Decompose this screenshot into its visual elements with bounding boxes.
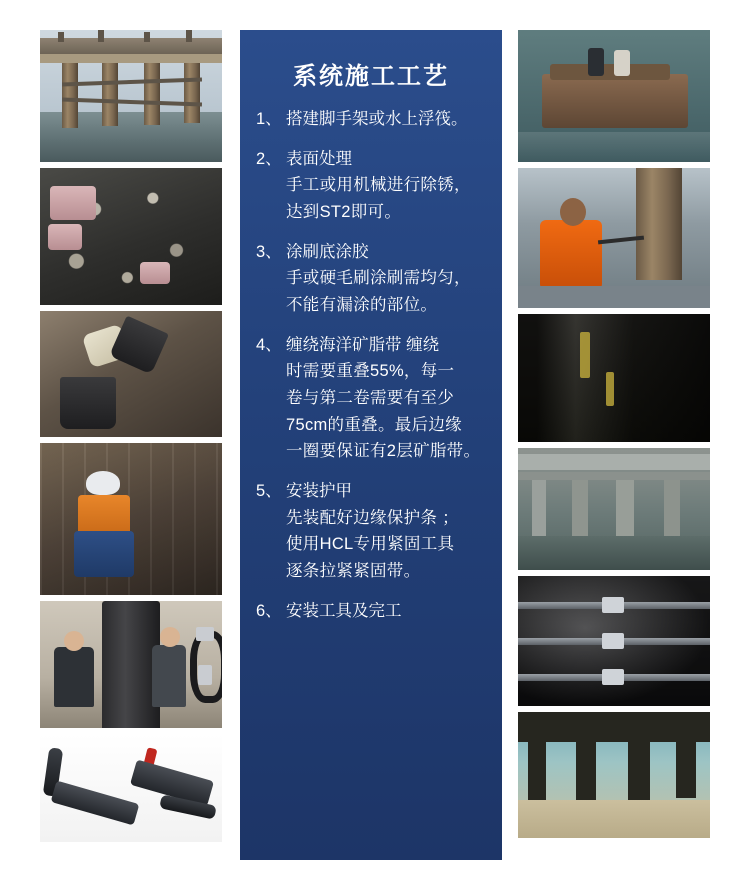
step-item-3 xyxy=(256,240,486,319)
step-detail-line: 不能有漏涂的部位。 xyxy=(286,295,438,314)
band-clip xyxy=(602,633,624,649)
step-detail-line: 手或硬毛刷涂刷需均匀， xyxy=(286,269,471,288)
step-item-6 xyxy=(256,599,486,625)
step-title: 搭建脚手架或水上浮筏。 xyxy=(286,110,468,128)
step-item-4 xyxy=(256,333,486,465)
step-detail xyxy=(286,358,486,465)
step-detail-line: 手工或用机械进行除锈， xyxy=(286,176,471,195)
step-detail xyxy=(286,172,486,225)
step-item-1 xyxy=(256,107,486,133)
right-photo-column xyxy=(518,30,710,842)
step-number: 3、 xyxy=(256,242,282,261)
step-number: 6、 xyxy=(256,601,282,620)
photo-offshore-platform xyxy=(40,30,222,162)
photo-high-pressure-washing xyxy=(518,168,710,308)
step-title: 表面处理 xyxy=(286,149,352,168)
page-title: 系统施工工艺 xyxy=(293,63,449,90)
photo-floating-raft xyxy=(518,30,710,162)
step-number: 5、 xyxy=(256,482,282,500)
step-number: 4、 xyxy=(256,335,282,354)
step-detail-line: 一圈要保证有2层矿脂带。 xyxy=(286,442,481,461)
step-number: 1、 xyxy=(256,110,282,128)
step-item-5 xyxy=(256,479,486,585)
photo-coated-pile xyxy=(518,314,710,442)
step-detail-line: 75cm的重叠。最后边缘 xyxy=(286,415,462,434)
step-detail-line: 先装配好边缘保护条 ； xyxy=(286,508,459,527)
band-clip xyxy=(602,669,624,685)
band-clip xyxy=(602,597,624,613)
photo-primer-pouring xyxy=(40,311,222,436)
step-detail-line: 逐条拉紧紧固带。 xyxy=(286,562,421,580)
photo-worker-coating xyxy=(40,443,222,595)
photo-fastening-tools xyxy=(40,734,222,842)
steps-list xyxy=(256,107,486,624)
step-detail xyxy=(286,505,486,585)
step-number: 2、 xyxy=(256,149,282,168)
photo-pier-underside xyxy=(518,448,710,570)
step-title: 安装护甲 xyxy=(286,482,352,500)
step-detail-line: 时需要重叠55%，每一 xyxy=(286,362,455,381)
step-detail-line: 使用HCL专用紧固工具 xyxy=(286,535,455,554)
process-panel xyxy=(240,30,502,860)
step-detail-line: 卷与第二卷需要有至少 xyxy=(286,388,454,407)
step-title: 涂刷底涂胶 xyxy=(286,242,369,261)
step-title: 缠绕海洋矿脂带 缠绕 xyxy=(286,335,440,354)
step-detail-line: 达到ST2即可。 xyxy=(286,202,402,221)
photo-finished-pier xyxy=(518,712,710,838)
step-title: 安装工具及完工 xyxy=(286,601,402,620)
photo-banded-column xyxy=(518,576,710,706)
photo-strap-installation xyxy=(40,601,222,728)
step-item-2 xyxy=(256,147,486,226)
left-photo-column xyxy=(40,30,222,842)
step-detail xyxy=(286,265,486,318)
photo-marine-growth xyxy=(40,168,222,305)
hardhat xyxy=(86,471,120,495)
